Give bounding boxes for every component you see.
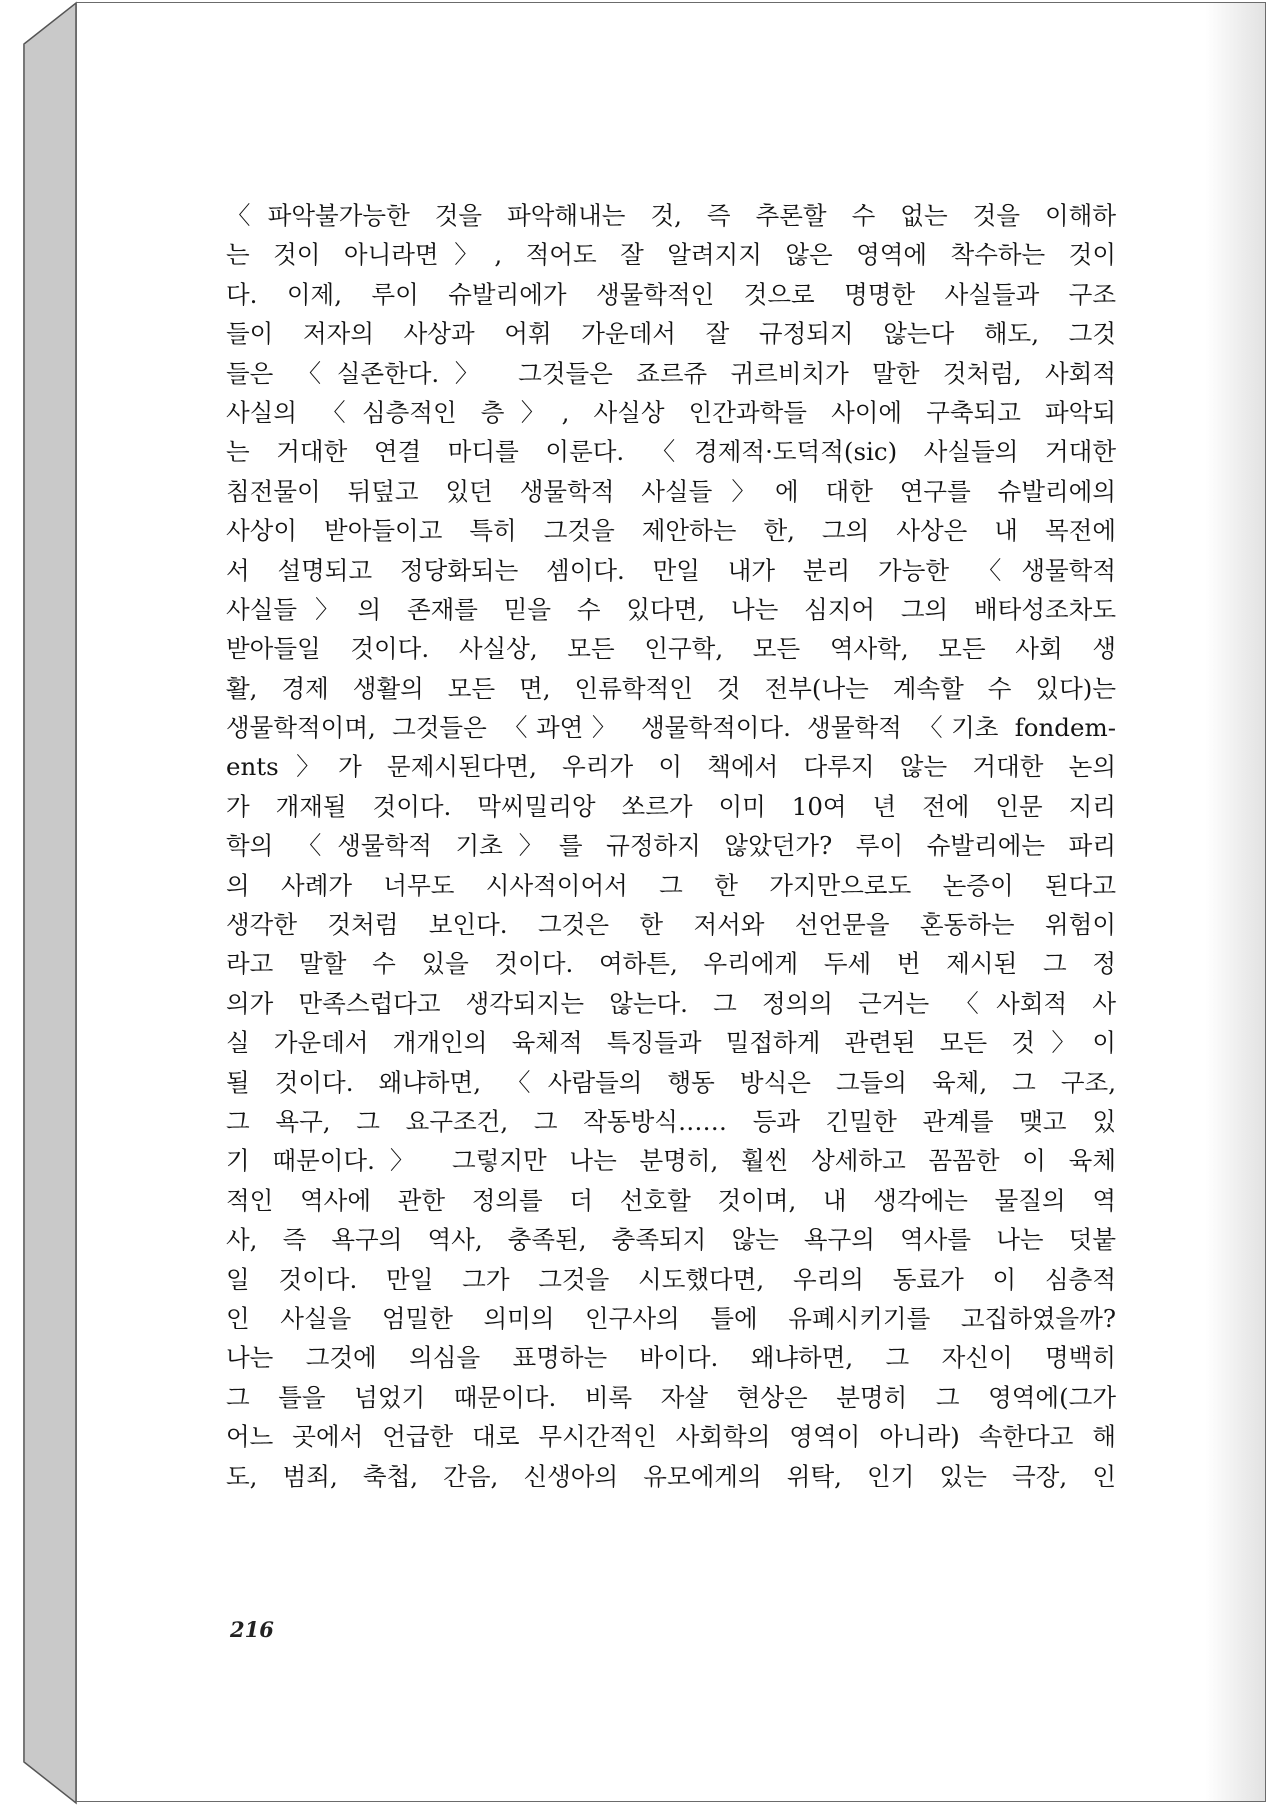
text-line: 라고 말할 수 있을 것이다. 여하튼, 우리에게 두세 번 제시된 그 정 [226, 949, 1116, 979]
text-line: 생물학적이며, 그것들은 〈과연〉 생물학적이다. 생물학적 〈기초 fondem- [226, 713, 1116, 743]
book-spine-side [24, 3, 76, 1803]
text-line: 침전물이 뒤덮고 있던 생물학적 사실들〉에 대한 연구를 슈발리에의 [226, 476, 1116, 506]
text-line: 사상이 받아들이고 특히 그것을 제안하는 한, 그의 사상은 내 목전에 [226, 516, 1116, 546]
text-line: 나는 그것에 의심을 표명하는 바이다. 왜냐하면, 그 자신이 명백히 [226, 1343, 1116, 1373]
page-number: 216 [230, 1617, 274, 1642]
text-line: 기 때문이다.〉 그렇지만 나는 분명히, 훨씬 상세하고 꼼꼼한 이 육체 [226, 1146, 1116, 1176]
text-line: 〈파악불가능한 것을 파악해내는 것, 즉 추론할 수 없는 것을 이해하 [226, 201, 1116, 230]
text-line: 가 개재될 것이다. 막씨밀리앙 쏘르가 이미 10여 년 전에 인문 지리 [226, 791, 1116, 821]
text-line: 적인 역사에 관한 정의를 더 선호할 것이며, 내 생각에는 물질의 역 [226, 1185, 1116, 1215]
body-text [226, 196, 1116, 1496]
text-line: 인 사실을 엄밀한 의미의 인구사의 틀에 유폐시키기를 고집하였을까? [226, 1303, 1116, 1333]
text-line: 사실의 〈심층적인 층〉, 사실상 인간과학들 사이에 구축되고 파악되 [226, 397, 1116, 427]
text-line: 학의 〈생물학적 기초〉를 규정하지 않았던가? 루이 슈발리에는 파리 [226, 831, 1116, 861]
text-line: 될 것이다. 왜냐하면, 〈사람들의 행동 방식은 그들의 육체, 그 구조, [226, 1067, 1116, 1097]
text-line: ents〉가 문제시된다면, 우리가 이 책에서 다루지 않는 거대한 논의 [226, 752, 1116, 782]
text-line: 는 것이 아니라면〉, 적어도 잘 알려지지 않은 영역에 착수하는 것이 [226, 240, 1116, 270]
text-line: 들이 저자의 사상과 어휘 가운데서 잘 규정되지 않는다 해도, 그것 [226, 319, 1116, 349]
text-line: 의가 만족스럽다고 생각되지는 않는다. 그 정의의 근거는 〈사회적 사 [226, 988, 1116, 1018]
text-line: 받아들일 것이다. 사실상, 모든 인구학, 모든 역사학, 모든 사회 생 [226, 634, 1116, 664]
text-line: 생각한 것처럼 보인다. 그것은 한 저서와 선언문을 혼동하는 위험이 [226, 910, 1116, 940]
text-line: 어느 곳에서 언급한 대로 무시간적인 사회학의 영역이 아니라) 속한다고 해 [226, 1422, 1116, 1452]
text-line: 도, 범죄, 축첩, 간음, 신생아의 유모에게의 위탁, 인기 있는 극장, 인 [226, 1461, 1116, 1491]
text-line: 그 틀을 넘었기 때문이다. 비록 자살 현상은 분명히 그 영역에(그가 [226, 1382, 1116, 1412]
page-shadow [1205, 3, 1265, 1801]
text-line: 활, 경제 생활의 모든 면, 인류학적인 것 전부(나는 계속할 수 있다)는 [226, 673, 1116, 703]
text-line: 서 설명되고 정당화되는 셈이다. 만일 내가 분리 가능한 〈생물학적 [226, 555, 1116, 585]
text-line: 실 가운데서 개개인의 육체적 특징들과 밀접하게 관련된 모든 것〉이 [226, 1028, 1116, 1058]
text-line: 들은 〈실존한다.〉 그것들은 죠르쥬 귀르비치가 말한 것처럼, 사회적 [226, 358, 1116, 388]
text-line: 일 것이다. 만일 그가 그것을 시도했다면, 우리의 동료가 이 심층적 [226, 1264, 1116, 1294]
text-line: 는 거대한 연결 마디를 이룬다. 〈경제적·도덕적(sic) 사실들의 거대한 [226, 437, 1116, 467]
text-line: 사, 즉 욕구의 역사, 충족된, 충족되지 않는 욕구의 역사를 나는 덧붙 [226, 1225, 1116, 1255]
text-line: 사실들〉의 존재를 믿을 수 있다면, 나는 심지어 그의 배타성조차도 [226, 594, 1116, 624]
text-line: 의 사례가 너무도 시사적이어서 그 한 가지만으로도 논증이 된다고 [226, 870, 1116, 900]
text-line: 그 욕구, 그 요구조건, 그 작동방식…… 등과 긴밀한 관계를 맺고 있 [226, 1106, 1116, 1136]
text-line: 다. 이제, 루이 슈발리에가 생물학적인 것으로 명명한 사실들과 구조 [226, 279, 1116, 309]
